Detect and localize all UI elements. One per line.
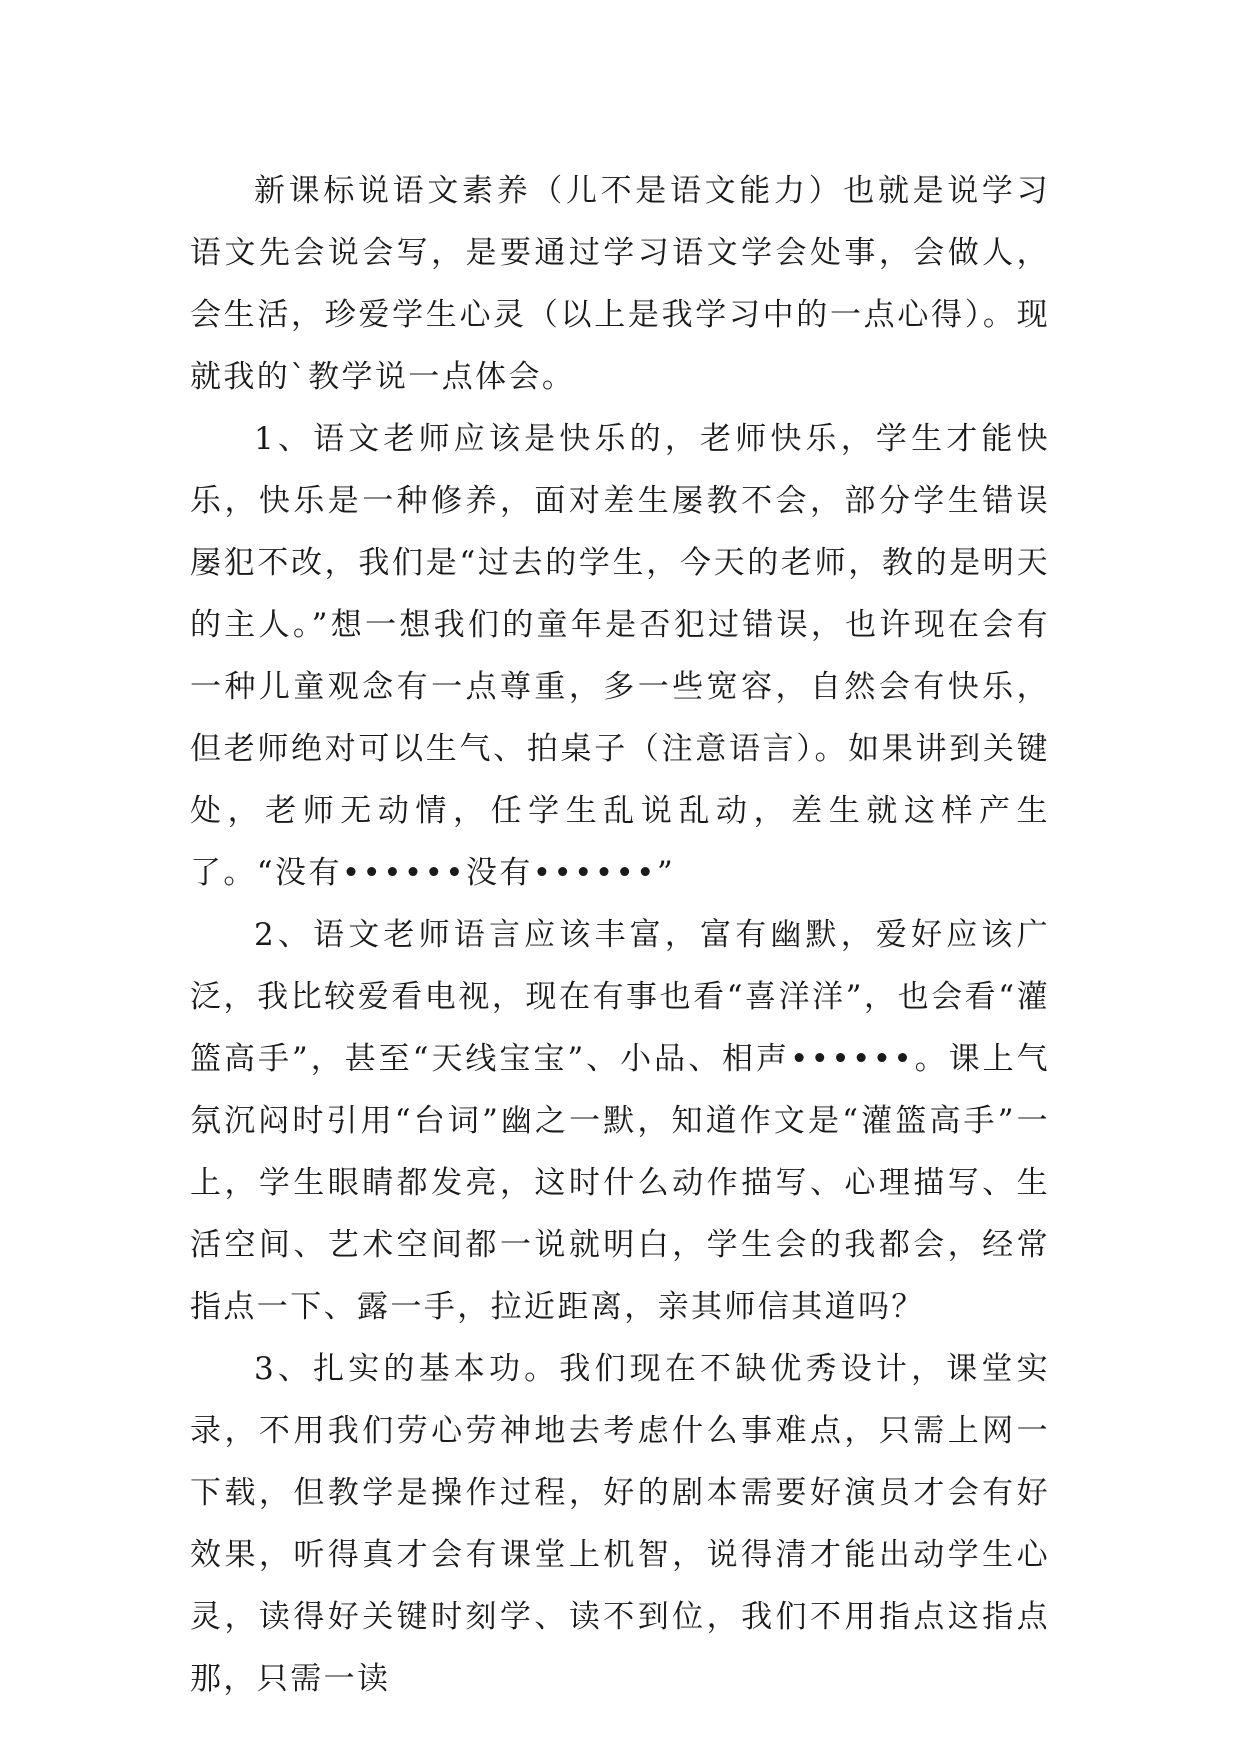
paragraph-intro: 新课标说语文素养（儿不是语文能力）也就是说学习语文先会说会写，是要通过学习语文学会处事，会做人，会生活，珍爱学生心灵（以上是我学习中的一点心得）。现就我的`教学说一点体会。 <box>190 173 1050 395</box>
document-body <box>190 160 1050 1710</box>
paragraph-point-1: 1、语文老师应该是快乐的，老师快乐，学生才能快乐，快乐是一种修养，面对差生屡教不会，部分学生错误屡犯不改，我们是“过去的学生，今天的老师，教的是明天的主人。”想一想我们的童年是否犯过错误，也许现在会有一种儿童观念有一点尊重，多一些宽容，自然会有快乐，但老师绝对可以生气、拍桌子（注意语言）。如果讲到关键处，老师无动情，任学生乱说乱动，差生就这样产生了。“没有••••••没有••••••” <box>190 421 1050 891</box>
paragraph-point-3: 3、扎实的基本功。我们现在不缺优秀设计，课堂实录，不用我们劳心劳神地去考虑什么事难点，只需上网一下载，但教学是操作过程，好的剧本需要好演员才会有好效果，听得真才会有课堂上机智，说得清才能出动学生心灵，读得好关键时刻学、读不到位，我们不用指点这指点那，只需一读 <box>190 1351 1050 1697</box>
paragraph-point-2: 2、语文老师语言应该丰富，富有幽默，爱好应该广泛，我比较爱看电视，现在有事也看“喜洋洋”，也会看“灌篮高手”，甚至“天线宝宝”、小品、相声••••••。课上气氛沉闷时引用“台词”幽之一默，知道作文是“灌篮高手”一上，学生眼睛都发亮，这时什么动作描写、心理描写、生活空间、艺术空间都一说就明白，学生会的我都会，经常指点一下、露一手，拉近距离，亲其师信其道吗？ <box>190 917 1050 1325</box>
